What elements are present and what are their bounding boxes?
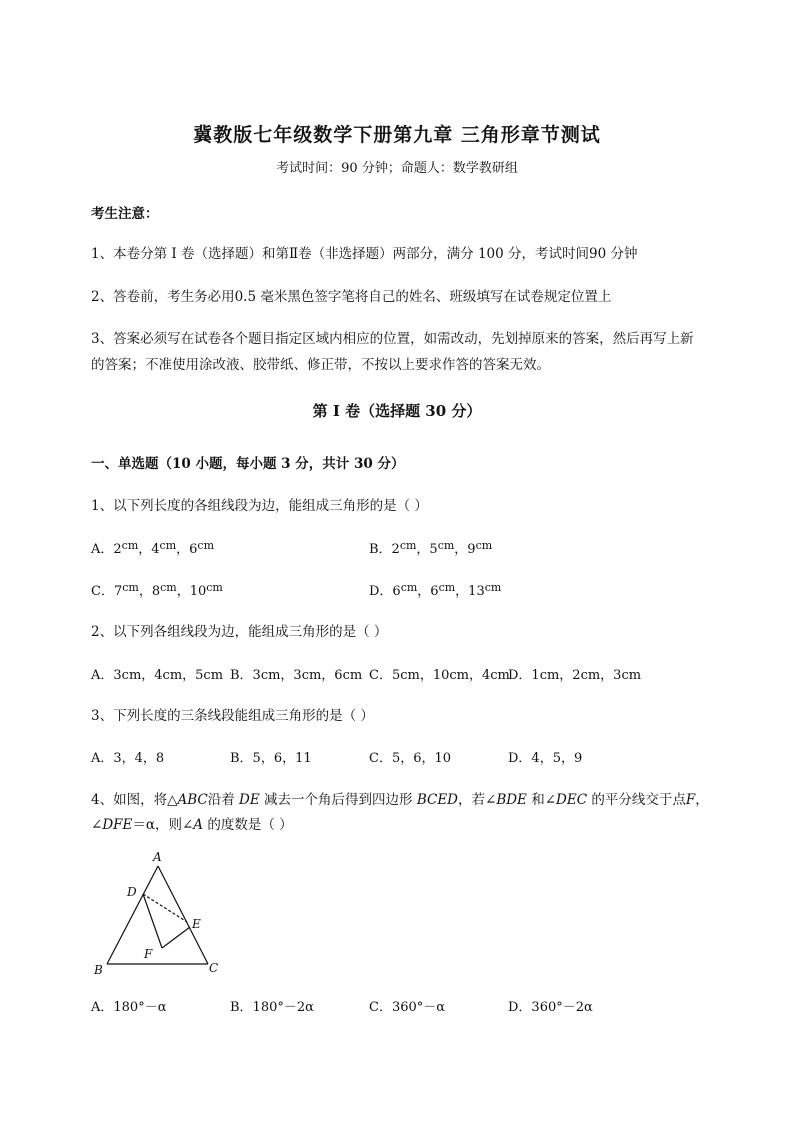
part-heading: 一、单选题（10 小题，每小题 3 分，共计 30 分） [91, 456, 405, 472]
triangle-lines [107, 866, 208, 964]
note-item-3-cont: 的答案；不准使用涂改液、胶带纸、修正带，不按以上要求作答的答案无效。 [91, 357, 550, 373]
label-c: C [209, 961, 219, 975]
question-1-option-d: D．$6^{cm}$，$6^{cm}$，$13^{cm}$ [369, 581, 502, 599]
note-item-2: 2、答卷前，考生务必用0.5 毫米黑色签字笔将自己的姓名、班级填写在试卷规定位置上 [91, 289, 612, 305]
question-1-stem: 1、以下列长度的各组线段为边，能组成三角形的是（ ） [91, 498, 428, 514]
question-4-stem: 4、如图，将△ABC沿着 DE 减去一个角后得到四边形 BCED，若∠BDE 和∠DEC 的平分线交于点F， [91, 792, 709, 808]
notes-heading: 考生注意： [91, 206, 159, 222]
question-3-option-b: B．5，6，11 [230, 751, 312, 766]
segment-df [143, 894, 162, 948]
question-2-option-d: D．1cm，2cm，3cm [508, 668, 642, 683]
page-title: 冀教版七年级数学下册第九章 三角形章节测试 [193, 124, 601, 146]
figure-labels [93, 850, 218, 977]
label-a: A [153, 850, 162, 864]
question-3-option-d: D．4，5，9 [508, 751, 583, 766]
question-4-option-d: D．360°－2α [508, 1000, 593, 1015]
page-subtitle: 考试时间：90 分钟；命题人：数学教研组 [276, 161, 518, 176]
question-4-option-c: C．360°－α [369, 1000, 446, 1015]
note-item-1: 1、本卷分第 I 卷（选择题）和第Ⅱ卷（非选择题）两部分，满分 100 分，考试时间90 分钟 [91, 246, 638, 262]
question-3-option-c: C．5，6，10 [369, 751, 452, 766]
question-1-option-c: C．$7^{cm}$，$8^{cm}$，$10^{cm}$ [91, 581, 223, 599]
question-1-option-b: B．$2^{cm}$，$5^{cm}$，$9^{cm}$ [369, 539, 493, 557]
question-4-option-a: A．180°－α [91, 1000, 167, 1015]
note-item-3: 3、答案必须写在试卷各个题目指定区域内相应的位置，如需改动，先划掉原来的答案，然后再写上新 [91, 331, 694, 347]
section-title: 第 I 卷（选择题 30 分） [312, 402, 482, 420]
question-4-option-b: B．180°－2α [230, 1000, 314, 1015]
question-1-option-a: A．$2^{cm}$，$4^{cm}$，$6^{cm}$ [91, 539, 215, 557]
question-2-stem: 2、以下列各组线段为边，能组成三角形的是（ ） [91, 624, 388, 640]
label-f: F [144, 947, 153, 961]
question-2-option-a: A．3cm，4cm，5cm [91, 668, 224, 683]
label-b: B [94, 963, 103, 977]
label-e: E [192, 917, 201, 931]
question-4-stem-line2: ∠DFE＝α，则∠A 的度数是（ ） [91, 817, 293, 833]
question-3-stem: 3、下列长度的三条线段能组成三角形的是（ ） [91, 708, 374, 724]
cut-line-de [143, 894, 187, 922]
label-d: D [127, 885, 137, 899]
segment-fe [162, 927, 190, 948]
side-ac [158, 866, 208, 964]
question-3-option-a: A．3，4，8 [91, 751, 165, 766]
triangle-figure [85, 846, 235, 981]
question-2-option-c: C．5cm，10cm，4cm [369, 668, 510, 683]
question-2-option-b: B．3cm，3cm，6cm [230, 668, 363, 683]
